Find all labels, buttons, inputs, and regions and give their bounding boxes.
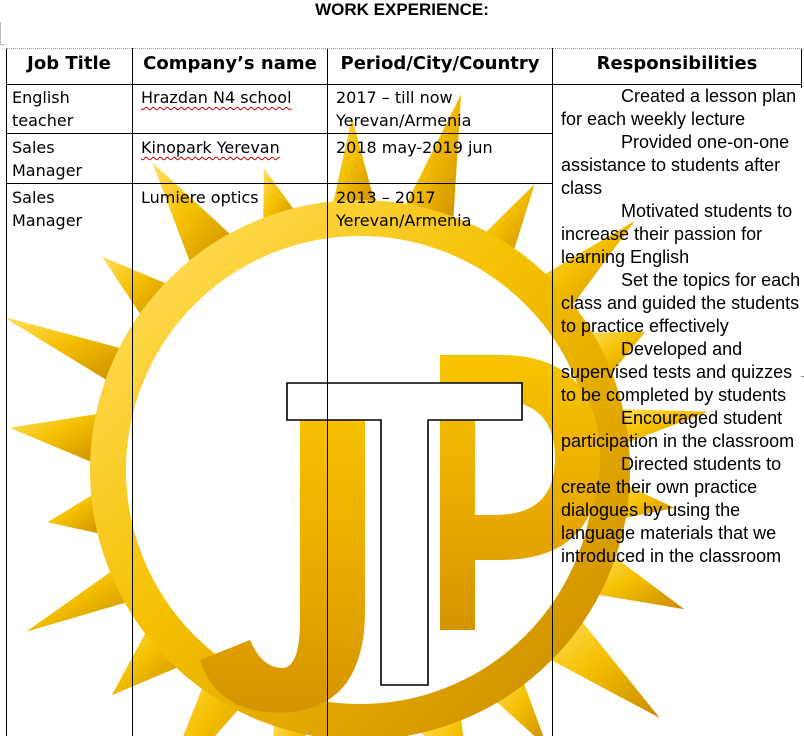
header-job-title: Job Title: [27, 53, 111, 74]
period-line: 2018 may-2019 jun: [336, 138, 493, 157]
period-line: 2017 – till now: [336, 88, 453, 107]
job-title-line: teacher: [12, 111, 74, 130]
company-name: Kinopark Yerevan: [141, 138, 280, 157]
responsibility-item: Provided one-on-one assistance to students after class: [561, 132, 790, 198]
row-divider-1: [6, 133, 553, 134]
job-title-line: Manager: [12, 161, 83, 180]
company-name: Hrazdan N4 school: [141, 88, 292, 107]
responsibility-item: Motivated students to increase their passion for learning English: [561, 201, 793, 267]
table-border-top: [6, 48, 802, 49]
row-divider-2: [6, 183, 553, 184]
table-border-left: [6, 48, 7, 736]
table-row-2-company: [141, 136, 280, 159]
table-row-2-job-title: [12, 136, 82, 182]
header-responsibilities: Responsibilities: [596, 53, 758, 74]
table-row-3-period: [336, 186, 471, 232]
period-line: 2013 – 2017: [336, 188, 436, 207]
job-title-line: Manager: [12, 211, 83, 230]
table-border-right: [801, 48, 802, 88]
city-country-line: Yerevan/Armenia: [336, 111, 472, 130]
job-title-line: Sales: [12, 188, 55, 207]
city-country-line: Yerevan/Armenia: [336, 211, 472, 230]
responsibilities-list: [561, 85, 801, 568]
job-title-line: Sales: [12, 138, 55, 157]
responsibility-item: Encouraged student participation in the classroom: [561, 408, 795, 451]
column-divider-2: [327, 48, 328, 736]
table-row-2-period: [336, 136, 493, 159]
page-title: WORK EXPERIENCE:: [315, 0, 489, 19]
responsibility-item: Created a lesson plan for each weekly lecture: [561, 86, 797, 129]
table-row-1-job-title: [12, 86, 73, 132]
column-divider-3: [552, 48, 553, 736]
table-row-1-company: [141, 86, 292, 109]
company-name: Lumiere optics: [141, 188, 259, 207]
job-title-line: English: [12, 88, 70, 107]
responsibility-item: Set the topics for each class and guided the students to practice effectively: [561, 270, 801, 336]
header-period-city-country: Period/City/Country: [340, 53, 540, 74]
responsibility-item: Directed students to create their own practice dialogues by using the language materials that we introduced in the classroom: [561, 454, 782, 566]
table-row-3-job-title: [12, 186, 82, 232]
table-row-1-period: [336, 86, 471, 132]
header-company-name: Company’s name: [143, 53, 317, 74]
table-row-3-company: [141, 186, 259, 209]
column-divider-1: [132, 48, 133, 736]
responsibility-item: Developed and supervised tests and quizzes to be completed by students: [561, 339, 793, 405]
